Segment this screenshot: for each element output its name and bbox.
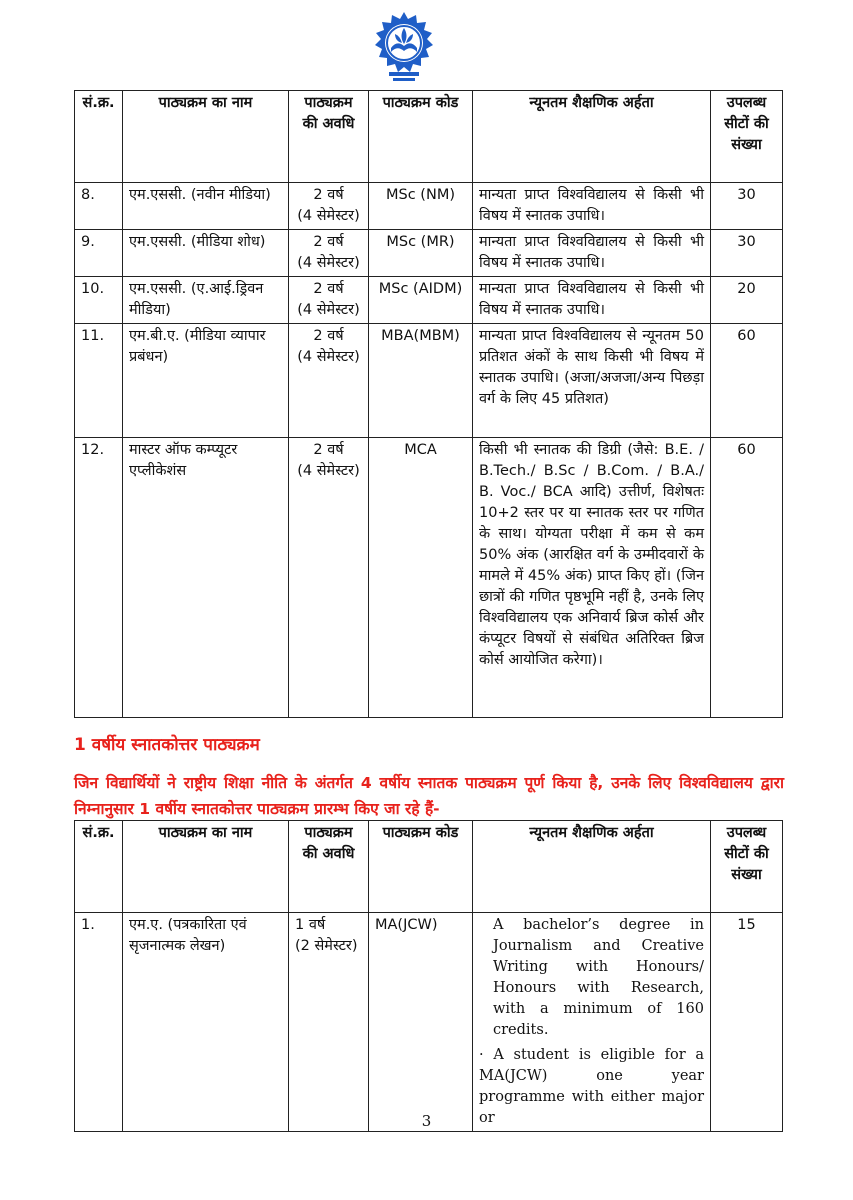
row-course-name: एम.ए. (पत्रकारिता एवं सृजनात्मक लेखन): [123, 913, 289, 1132]
duration-years: 2 वर्ष: [313, 281, 344, 297]
row-course-code: MBA(MBM): [369, 324, 473, 438]
table-row: [75, 438, 783, 718]
table-row: [75, 913, 783, 1132]
row-sno: 12.: [75, 438, 123, 718]
row-course-code: MSc (AIDM): [369, 277, 473, 324]
header-course-code: पाठ्यक्रम कोड: [369, 91, 473, 183]
row-eligibility: [473, 913, 711, 1132]
eligibility-point-2: · A student is eligible for a MA(JCW) one year programme with either major or: [479, 1047, 704, 1126]
row-seats: 60: [711, 324, 783, 438]
duration-semesters: (4 सेमेस्टर): [297, 463, 360, 479]
row-sno: 10.: [75, 277, 123, 324]
row-sno: 8.: [75, 183, 123, 230]
row-duration: [289, 277, 369, 324]
row-sno: 11.: [75, 324, 123, 438]
one-year-courses-table: [74, 820, 783, 1132]
table-header-row: [75, 821, 783, 913]
duration-years: 2 वर्ष: [313, 187, 344, 203]
row-eligibility: किसी भी स्नातक की डिग्री (जैसे: B.E. / B.Tech./ B.Sc / B.Com. / B.A./ B. Voc./ BCA आदि) उत्तीर्ण, विशेषतः 10+2 स्तर पर या स्नातक स्तर पर गणित के साथ। योग्यता परीक्षा में कम से कम 50% अंक (आरक्षित वर्ग के उम्मीदवारों के मामले में 45% अंक) प्राप्त किए हों। (जिन छात्रों की गणित पृष्ठभूमि नहीं है, उनके लिए विश्वविद्यालय एक अनिवार्य ब्रिज कोर्स और कंप्यूटर विषयों से संबंधित अतिरिक्त ब्रिज कोर्स आयोजित करेगा)।: [473, 438, 711, 718]
header-seats: उपलब्ध सीटों की संख्या: [711, 821, 783, 913]
duration-semesters: (4 सेमेस्टर): [297, 302, 360, 318]
header-course-name: पाठ्यक्रम का नाम: [123, 91, 289, 183]
page-number: 3: [421, 1112, 432, 1130]
duration-semesters: (4 सेमेस्टर): [297, 255, 360, 271]
row-seats: 30: [711, 230, 783, 277]
row-duration: [289, 324, 369, 438]
row-course-code: MSc (MR): [369, 230, 473, 277]
row-course-code: MCA: [369, 438, 473, 718]
duration-years: 2 वर्ष: [313, 328, 344, 344]
header-course-code: पाठ्यक्रम कोड: [369, 821, 473, 913]
header-eligibility: न्यूनतम शैक्षणिक अर्हता: [473, 821, 711, 913]
row-seats: 60: [711, 438, 783, 718]
row-duration: [289, 438, 369, 718]
row-course-name: एम.बी.ए. (मीडिया व्यापार प्रबंधन): [123, 324, 289, 438]
row-duration: [289, 230, 369, 277]
table-row: [75, 324, 783, 438]
row-course-name: एम.एससी. (नवीन मीडिया): [123, 183, 289, 230]
section-heading: 1 वर्षीय स्नातकोत्तर पाठ्यक्रम: [74, 735, 260, 755]
row-course-code: MA(JCW): [369, 913, 473, 1132]
header-course-name: पाठ्यक्रम का नाम: [123, 821, 289, 913]
row-course-name: मास्टर ऑफ कम्प्यूटर एप्लीकेशंस: [123, 438, 289, 718]
table-header-row: [75, 91, 783, 183]
section-intro: जिन विद्यार्थियों ने राष्ट्रीय शिक्षा नीति के अंतर्गत 4 वर्षीय स्नातक पाठ्यक्रम पूर्ण किया है, उनके लिए विश्वविद्यालय द्वारा निम्नानुसार 1 वर्षीय स्नातकोत्तर पाठ्यक्रम प्रारम्भ किए जा रहे हैं-: [74, 774, 784, 818]
header-sno: सं.क्र.: [75, 91, 123, 183]
table-row: [75, 230, 783, 277]
row-course-name: एम.एससी. (मीडिया शोध): [123, 230, 289, 277]
table-row: [75, 277, 783, 324]
university-logo: [371, 10, 437, 88]
duration-years: 2 वर्ष: [313, 234, 344, 250]
row-duration: [289, 913, 369, 1132]
duration-semesters: (2 सेमेस्टर): [295, 938, 358, 954]
row-course-code: MSc (NM): [369, 183, 473, 230]
row-eligibility: मान्यता प्राप्त विश्वविद्यालय से किसी भी विषय में स्नातक उपाधि।: [473, 277, 711, 324]
header-eligibility: न्यूनतम शैक्षणिक अर्हता: [473, 91, 711, 183]
postgraduate-courses-table: [74, 90, 783, 718]
row-eligibility: मान्यता प्राप्त विश्वविद्यालय से न्यूनतम 50 प्रतिशत अंकों के साथ किसी भी विषय में स्नातक उपाधि। (अजा/अजजा/अन्य पिछड़ा वर्ग के लिए 45 प्रतिशत): [473, 324, 711, 438]
row-sno: 9.: [75, 230, 123, 277]
row-seats: 15: [711, 913, 783, 1132]
row-course-name: एम.एससी. (ए.आई.ड्रिवन मीडिया): [123, 277, 289, 324]
duration-semesters: (4 सेमेस्टर): [297, 208, 360, 224]
header-sno: सं.क्र.: [75, 821, 123, 913]
row-eligibility: मान्यता प्राप्त विश्वविद्यालय से किसी भी विषय में स्नातक उपाधि।: [473, 230, 711, 277]
duration-years: 2 वर्ष: [313, 442, 344, 458]
row-seats: 30: [711, 183, 783, 230]
eligibility-point-1: A bachelor’s degree in Journalism and Creative Writing with Honours/ Honours with Research, with a minimum of 160 credits.: [493, 917, 704, 1038]
header-duration: पाठ्यक्रम की अवधि: [289, 821, 369, 913]
duration-semesters: (4 सेमेस्टर): [297, 349, 360, 365]
row-duration: [289, 183, 369, 230]
row-seats: 20: [711, 277, 783, 324]
row-eligibility: मान्यता प्राप्त विश्वविद्यालय से किसी भी विषय में स्नातक उपाधि।: [473, 183, 711, 230]
row-sno: 1.: [75, 913, 123, 1132]
table-row: [75, 183, 783, 230]
header-seats: उपलब्ध सीटों की संख्या: [711, 91, 783, 183]
header-duration: पाठ्यक्रम की अवधि: [289, 91, 369, 183]
duration-years: 1 वर्ष: [295, 917, 326, 933]
